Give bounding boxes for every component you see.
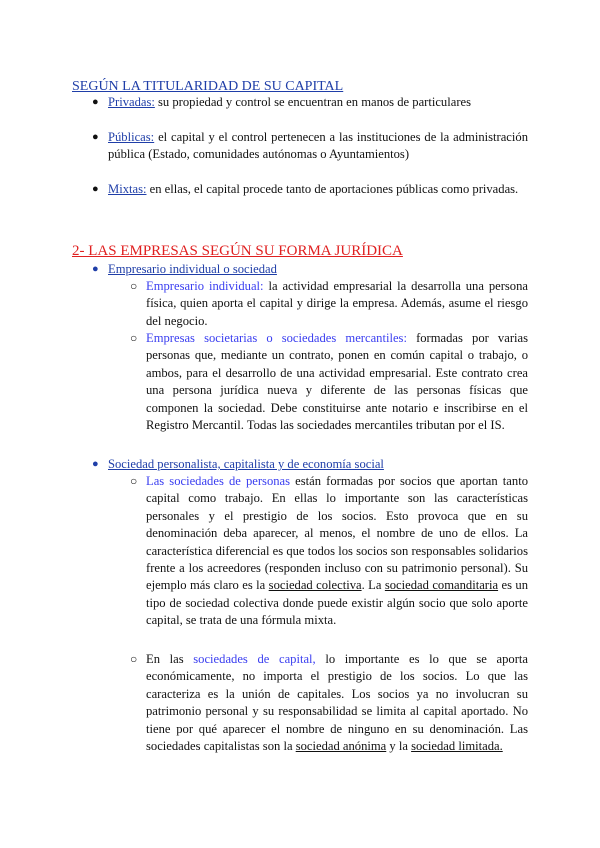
bullet-circle: ○ [130, 331, 138, 345]
section-title-legal-form: 2- LAS EMPRESAS SEGÚN SU FORMA JURÍDICA [72, 243, 403, 259]
item-text: en ellas, el capital procede tanto de aportaciones públicas como privadas. [146, 182, 519, 196]
term-empresas-societarias: Empresas societarias o sociedades mercantiles: [146, 331, 407, 345]
bullet-circle: ○ [130, 279, 138, 293]
bullet-dot: ● [92, 263, 99, 275]
list-item-mixtas [108, 181, 528, 198]
bullet-dot: ● [92, 183, 99, 195]
list-item-empresario-individual: Empresario individual: la actividad empresarial la desarrolla una persona física, quien aporta el capital y dirige la empresa. Además, asume el riesgo del negocio. [146, 279, 528, 328]
term-sociedades-capital: sociedades de capital, [193, 652, 316, 666]
bullet-dot: ● [92, 458, 99, 470]
term-privadas: Privadas: [108, 95, 155, 109]
item-text: su propiedad y control se encuentran en manos de particulares [154, 95, 472, 109]
list-item-sociedades-personas: Las sociedades de personas están formadas por socios que aportan tanto capital como trabajo. En ellas lo importante son las características personales y el prestigio de los socios. Esto provoca que en su denominación deba aparecer, al menos, el nombre de uno de ellos. La característica diferencial es que todos los socios son responsables solidarios frente a los acreedores (responden incluso con su patrimonio personal). Su ejemplo más claro es la sociedad colectiva. La sociedad comanditaria es un tipo de sociedad colectiva donde puede existir algún socio que solo aporte capital, se trata de una fórmula mixta. [146, 474, 528, 628]
term-sociedad-comanditaria: sociedad comanditaria [384, 578, 499, 593]
bullet-dot: ● [92, 131, 99, 143]
bullet-circle: ○ [130, 474, 138, 488]
item-text: el capital y el control pertenecen a las instituciones de la administración pública (Estado, comunidades autónomas o Ayuntamientos) [108, 130, 528, 162]
bullet-circle: ○ [130, 652, 138, 666]
term-sociedad-colectiva: sociedad colectiva [268, 578, 362, 593]
list-item-privadas [108, 94, 528, 111]
list-item-sociedades-capital: En las sociedades de capital, lo importante es lo que se aporta económicamente, no importa el prestigio de los socios. Lo que las caracteriza es la unión de capitales. Los socios ya no involucran su patrimonio personal y su responsabilidad se limita al capital aportado. No tiene por qué aparecer el nombre de ninguno en su denominación. Las sociedades capitalistas son la sociedad anónima y la sociedad limitada. [146, 652, 528, 754]
term-sociedades-personas: Las sociedades de personas [146, 474, 291, 488]
list-item-publicas [108, 129, 528, 164]
list-item-empresas-societarias: Empresas societarias o sociedades mercantiles: formadas por varias personas que, mediante un contrato, ponen en común capital o trabajo, o ambos, para el desarrollo de una actividad empresarial. Este contrato crea una persona jurídica nueva y diferente de las personas físicas que componen la sociedad. Debe constituirse ante notario e inscribirse en el Registro Mercantil. Todas las sociedades mercantiles tributan por el IS. [146, 331, 528, 433]
term-empresario-individual: Empresario individual: [146, 279, 264, 293]
term-sociedad-anonima: sociedad anónima [295, 739, 387, 754]
term-publicas: Públicas: [108, 130, 155, 144]
term-mixtas: Mixtas: [108, 182, 147, 196]
section-title-ownership: SEGÚN LA TITULARIDAD DE SU CAPITAL [72, 79, 344, 94]
term-sociedad-limitada: sociedad limitada. [411, 739, 503, 754]
group-label-individual: Empresario individual o sociedad [108, 262, 277, 276]
group-label-personalista: Sociedad personalista, capitalista y de economía social [108, 457, 384, 471]
bullet-dot: ● [92, 96, 99, 108]
